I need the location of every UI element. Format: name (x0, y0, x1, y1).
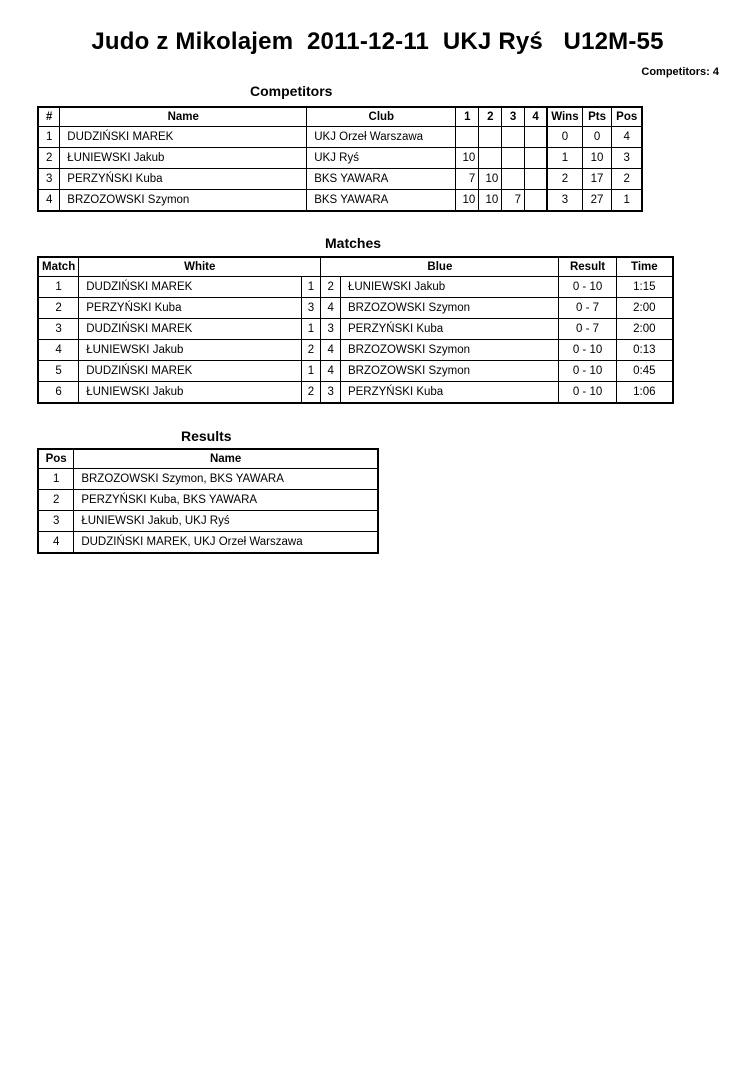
competitor-pos: 2 (612, 169, 642, 190)
competitor-score-4 (524, 148, 547, 169)
competitor-score-3 (502, 127, 525, 148)
col-header-match: Match (38, 257, 79, 277)
match-time: 0:45 (616, 361, 673, 382)
match-blue-num: 3 (321, 382, 341, 404)
competitor-wins: 2 (547, 169, 582, 190)
match-white-num: 3 (301, 298, 321, 319)
competitor-club: UKJ Ryś (307, 148, 456, 169)
result-name: DUDZIŃSKI MAREK, UKJ Orzeł Warszawa (74, 532, 378, 554)
result-pos: 2 (38, 490, 74, 511)
match-blue-num: 4 (321, 361, 341, 382)
match-white-num: 1 (301, 361, 321, 382)
result-row (38, 469, 378, 490)
col-header-score-1: 1 (456, 107, 479, 127)
col-header-wins: Wins (547, 107, 582, 127)
col-header-score-4: 4 (524, 107, 547, 127)
col-header-club: Club (307, 107, 456, 127)
competitor-club: UKJ Orzeł Warszawa (307, 127, 456, 148)
competitor-pos: 4 (612, 127, 642, 148)
result-name: PERZYŃSKI Kuba, BKS YAWARA (74, 490, 378, 511)
match-white-num: 2 (301, 340, 321, 361)
match-time: 2:00 (616, 319, 673, 340)
match-time: 1:06 (616, 382, 673, 404)
competitor-score-2: 10 (479, 169, 502, 190)
competitor-pos: 1 (612, 190, 642, 212)
result-row (38, 490, 378, 511)
match-result: 0 - 7 (559, 319, 616, 340)
result-pos: 4 (38, 532, 74, 554)
result-row (38, 532, 378, 554)
results-header-row (38, 449, 378, 469)
match-blue-name: ŁUNIEWSKI Jakub (340, 277, 558, 298)
col-header-white: White (79, 257, 321, 277)
result-name: ŁUNIEWSKI Jakub, UKJ Ryś (74, 511, 378, 532)
competitors-table (37, 106, 643, 212)
competitor-num: 4 (38, 190, 60, 212)
col-header-score-2: 2 (479, 107, 502, 127)
competitor-score-3 (502, 148, 525, 169)
match-num: 3 (38, 319, 79, 340)
result-row (38, 511, 378, 532)
competitor-name: BRZOZOWSKI Szymon (60, 190, 307, 212)
match-white-name: DUDZIŃSKI MAREK (79, 361, 301, 382)
results-section-title: Results (181, 428, 232, 444)
competitor-score-1 (456, 127, 479, 148)
match-white-name: DUDZIŃSKI MAREK (79, 319, 301, 340)
competitor-score-4 (524, 190, 547, 212)
competitors-count: Competitors: 4 (641, 66, 719, 78)
competitor-score-2: 10 (479, 190, 502, 212)
match-num: 1 (38, 277, 79, 298)
match-row (38, 361, 673, 382)
match-num: 5 (38, 361, 79, 382)
match-row (38, 382, 673, 404)
match-time: 0:13 (616, 340, 673, 361)
competitor-wins: 3 (547, 190, 582, 212)
match-row (38, 319, 673, 340)
competitor-pts: 27 (582, 190, 612, 212)
col-header-result: Result (559, 257, 616, 277)
col-header-num: # (38, 107, 60, 127)
match-blue-name: PERZYŃSKI Kuba (340, 319, 558, 340)
matches-header-row (38, 257, 673, 277)
results-table (37, 448, 379, 554)
col-header-blue: Blue (321, 257, 559, 277)
result-name: BRZOZOWSKI Szymon, BKS YAWARA (74, 469, 378, 490)
competitor-row (38, 169, 642, 190)
col-header-time: Time (616, 257, 673, 277)
competitor-score-4 (524, 169, 547, 190)
match-num: 2 (38, 298, 79, 319)
result-pos: 3 (38, 511, 74, 532)
competitor-score-3 (502, 169, 525, 190)
match-row (38, 298, 673, 319)
competitor-score-1: 10 (456, 190, 479, 212)
col-header-name: Name (60, 107, 307, 127)
col-header-res-name: Name (74, 449, 378, 469)
match-result: 0 - 10 (559, 277, 616, 298)
match-blue-name: BRZOZOWSKI Szymon (340, 340, 558, 361)
match-num: 4 (38, 340, 79, 361)
competitor-row (38, 148, 642, 169)
competitor-name: ŁUNIEWSKI Jakub (60, 148, 307, 169)
match-white-num: 2 (301, 382, 321, 404)
competitor-score-2 (479, 127, 502, 148)
competitor-score-4 (524, 127, 547, 148)
match-blue-name: BRZOZOWSKI Szymon (340, 361, 558, 382)
match-time: 1:15 (616, 277, 673, 298)
competitor-wins: 1 (547, 148, 582, 169)
competitors-header-row (38, 107, 642, 127)
match-blue-num: 3 (321, 319, 341, 340)
match-row (38, 277, 673, 298)
competitor-score-1: 10 (456, 148, 479, 169)
competitor-pts: 10 (582, 148, 612, 169)
match-blue-num: 2 (321, 277, 341, 298)
match-white-name: DUDZIŃSKI MAREK (79, 277, 301, 298)
match-result: 0 - 7 (559, 298, 616, 319)
competitor-pts: 0 (582, 127, 612, 148)
match-result: 0 - 10 (559, 382, 616, 404)
competitor-num: 1 (38, 127, 60, 148)
competitor-num: 2 (38, 148, 60, 169)
col-header-res-pos: Pos (38, 449, 74, 469)
competitor-club: BKS YAWARA (307, 169, 456, 190)
competitors-section-title: Competitors (250, 83, 333, 99)
competitor-name: DUDZIŃSKI MAREK (60, 127, 307, 148)
page-title: Judo z Mikolajem 2011-12-11 UKJ Ryś U12M-55 (91, 28, 664, 55)
match-blue-num: 4 (321, 298, 341, 319)
competitor-score-1: 7 (456, 169, 479, 190)
match-white-name: ŁUNIEWSKI Jakub (79, 340, 301, 361)
result-pos: 1 (38, 469, 74, 490)
match-blue-name: PERZYŃSKI Kuba (340, 382, 558, 404)
match-blue-name: BRZOZOWSKI Szymon (340, 298, 558, 319)
competitor-score-3: 7 (502, 190, 525, 212)
match-white-name: PERZYŃSKI Kuba (79, 298, 301, 319)
col-header-pos: Pos (612, 107, 642, 127)
match-white-name: ŁUNIEWSKI Jakub (79, 382, 301, 404)
match-blue-num: 4 (321, 340, 341, 361)
match-row (38, 340, 673, 361)
competitor-wins: 0 (547, 127, 582, 148)
competitor-pts: 17 (582, 169, 612, 190)
col-header-score-3: 3 (502, 107, 525, 127)
match-time: 2:00 (616, 298, 673, 319)
matches-section-title: Matches (325, 235, 382, 251)
match-result: 0 - 10 (559, 340, 616, 361)
match-white-num: 1 (301, 319, 321, 340)
competitor-row (38, 127, 642, 148)
competitor-row (38, 190, 642, 212)
col-header-pts: Pts (582, 107, 612, 127)
competitor-club: BKS YAWARA (307, 190, 456, 212)
match-white-num: 1 (301, 277, 321, 298)
competitor-name: PERZYŃSKI Kuba (60, 169, 307, 190)
competitor-pos: 3 (612, 148, 642, 169)
match-num: 6 (38, 382, 79, 404)
competitor-score-2 (479, 148, 502, 169)
matches-table (37, 256, 674, 404)
competitor-num: 3 (38, 169, 60, 190)
match-result: 0 - 10 (559, 361, 616, 382)
